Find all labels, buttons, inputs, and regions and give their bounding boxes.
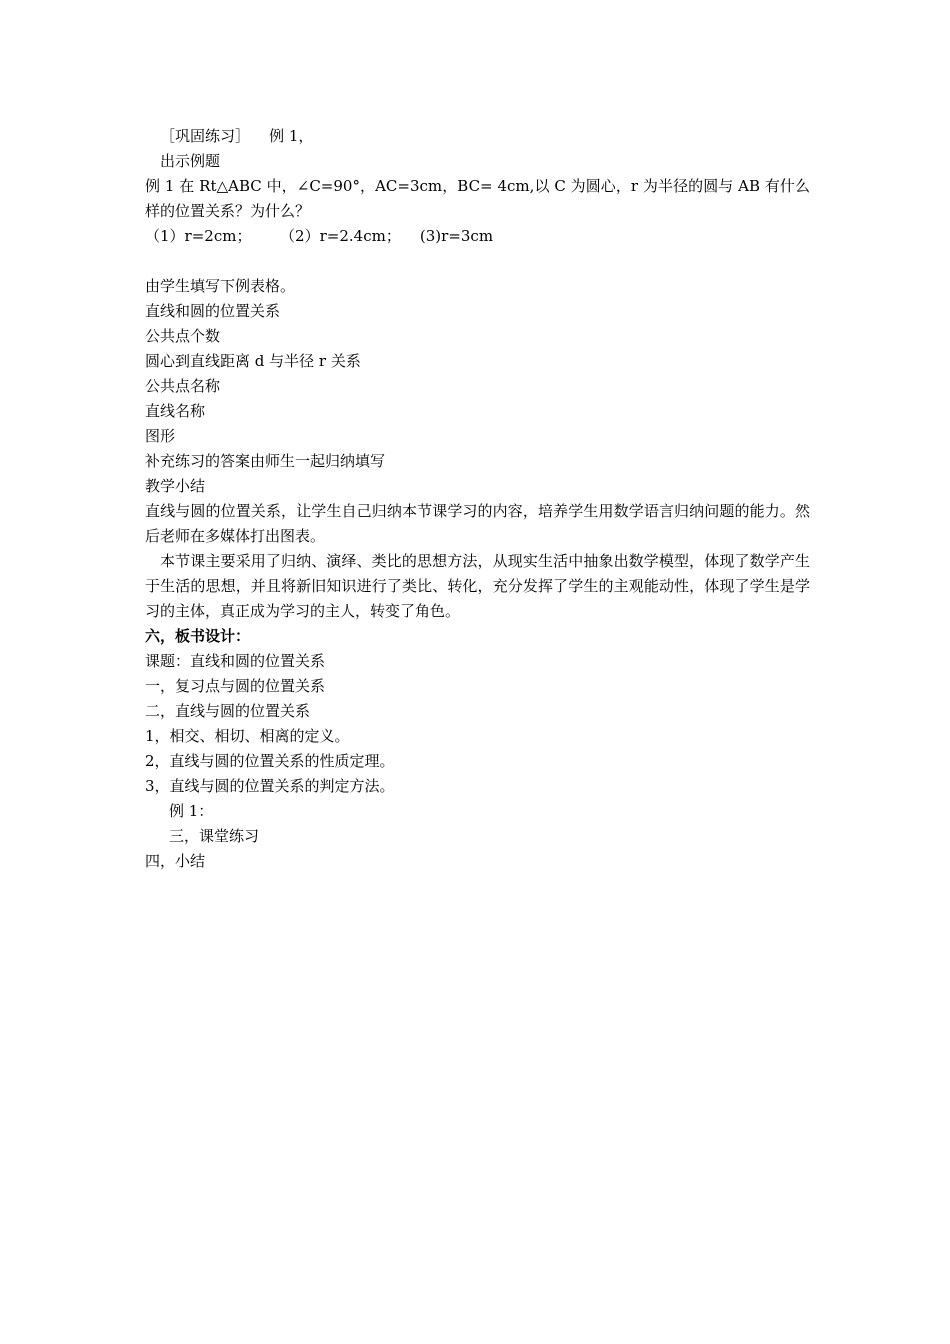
blank-line (145, 249, 810, 274)
board-item: 课题：直线和圆的位置关系 (145, 652, 326, 670)
summary-paragraph-2: 本节课主要采用了归纳、演绎、类比的思想方法，从现实生活中抽象出数学模型，体现了数学产生于生活的思想，并且将新旧知识进行了类比、转化，充分发挥了学生的主观能动性，体现了学生是学习的主体，真正成为学习的主人，转变了角色。 (145, 552, 810, 620)
practice-header: ［巩固练习］ 例 1， (160, 127, 314, 145)
board-practice: 三，课堂练习 (169, 827, 260, 845)
example-1-text: 例 1 在 Rt△ABC 中，∠C=90°，AC=3cm，BC= 4cm,以 C 为圆心，r 为半径的圆与 AB 有什么样的位置关系？为什么？ (145, 177, 810, 220)
board-item: 1，相交、相切、相离的定义。 (145, 727, 350, 745)
table-item: 直线和圆的位置关系 (145, 302, 281, 320)
board-summary: 四，小结 (145, 852, 206, 870)
board-item: 一，复习点与圆的位置关系 (145, 677, 326, 695)
summary-title: 教学小结 (145, 477, 206, 495)
document-page (145, 124, 810, 874)
board-item: 3，直线与圆的位置关系的判定方法。 (145, 777, 395, 795)
show-example-line: 出示例题 (160, 152, 221, 170)
board-item: 二，直线与圆的位置关系 (145, 702, 311, 720)
board-example: 例 1： (169, 802, 214, 820)
table-item: 公共点名称 (145, 377, 221, 395)
board-design-heading: 六，板书设计： (145, 627, 251, 645)
summary-paragraph-1: 直线与圆的位置关系，让学生自己归纳本节课学习的内容，培养学生用数学语言归纳问题的能力。然后老师在多媒体打出图表。 (145, 502, 810, 545)
fill-table-instruction: 由学生填写下例表格。 (145, 277, 296, 295)
table-item: 图形 (145, 427, 176, 445)
table-item: 圆心到直线距离 d 与半径 r 关系 (145, 352, 361, 370)
supplement-note: 补充练习的答案由师生一起归纳填写 (145, 452, 386, 470)
table-item: 直线名称 (145, 402, 206, 420)
table-item: 公共点个数 (145, 327, 221, 345)
board-item: 2，直线与圆的位置关系的性质定理。 (145, 752, 395, 770)
example-1-cases: （1）r=2cm； （2）r=2.4cm； (3)r=3cm (145, 227, 494, 245)
